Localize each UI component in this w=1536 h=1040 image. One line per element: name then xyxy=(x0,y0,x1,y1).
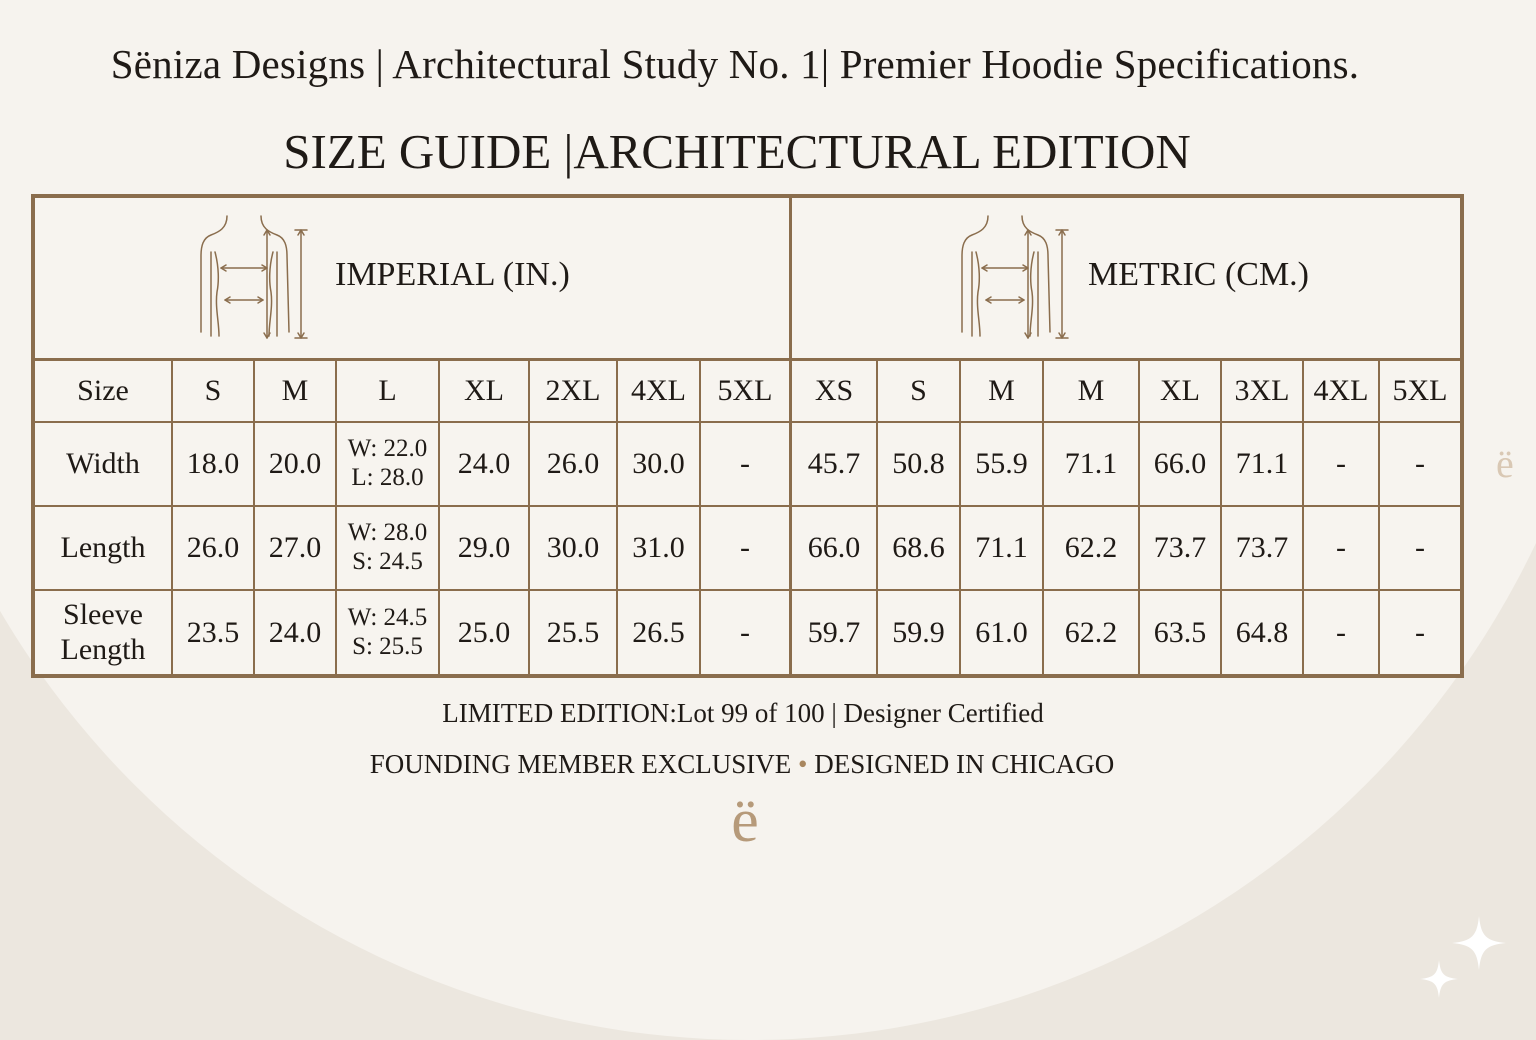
value-cell: 71.1 xyxy=(961,507,1044,589)
value-cell: - xyxy=(1415,531,1425,565)
table-row xyxy=(792,423,1460,507)
value-cell: 45.7 xyxy=(792,423,878,505)
size-header-cell: 5XL xyxy=(717,374,773,408)
value-cell: 24.0 xyxy=(440,423,530,505)
value-cell: 55.9 xyxy=(961,423,1044,505)
cell-line: W: 28.0 xyxy=(347,519,428,547)
imperial-grid xyxy=(35,361,789,674)
value-cell xyxy=(337,591,440,674)
sparkle-icon xyxy=(1420,960,1458,998)
value-cell: 50.8 xyxy=(878,423,961,505)
value-cell: 26.0 xyxy=(530,423,618,505)
size-header-cell: L xyxy=(337,361,440,421)
value-cell: 71.1 xyxy=(1044,423,1140,505)
limited-edition-line: LIMITED EDITION:Lot 99 of 100 | Designer Certified xyxy=(442,698,1044,728)
value-cell: 23.5 xyxy=(173,591,255,674)
value-cell: 24.0 xyxy=(255,591,337,674)
sparkle-icon xyxy=(1452,916,1506,970)
row-label-cell xyxy=(35,591,173,674)
size-header-cell: M xyxy=(255,361,337,421)
brand-monogram: ë xyxy=(731,787,759,855)
value-cell: 66.0 xyxy=(792,507,878,589)
size-header-cell: 3XL xyxy=(1222,361,1304,421)
value-cell: 30.0 xyxy=(618,423,701,505)
exclusive-line xyxy=(0,749,1484,780)
size-header-cell: M xyxy=(1044,361,1140,421)
size-header-cell: 4XL xyxy=(1304,361,1380,421)
header-row xyxy=(35,361,789,423)
value-cell: 62.2 xyxy=(1044,591,1140,674)
metric-label: METRIC (CM.) xyxy=(1088,256,1309,293)
value-cell: 73.7 xyxy=(1140,507,1222,589)
value-cell: 18.0 xyxy=(173,423,255,505)
separator-dot: • xyxy=(798,749,808,779)
page-heading: Sëniza Designs | Architectural Study No. 1| Premier Hoodie Specifications. xyxy=(110,41,1360,87)
value-cell: 59.7 xyxy=(792,591,878,674)
row-label-cell: Width xyxy=(35,423,173,505)
size-header-cell: 2XL xyxy=(530,361,618,421)
metric-panel xyxy=(792,198,1460,674)
value-cell: 30.0 xyxy=(530,507,618,589)
metric-grid xyxy=(792,361,1460,674)
cell-line: Sleeve xyxy=(63,598,143,631)
size-header-cell: M xyxy=(961,361,1044,421)
table-row xyxy=(792,507,1460,591)
designed-in-text: DESIGNED IN CHICAGO xyxy=(814,749,1115,779)
size-header-cell: S xyxy=(878,361,961,421)
value-cell: - xyxy=(1415,615,1425,649)
size-header-cell: XL xyxy=(1140,361,1222,421)
value-cell: - xyxy=(1304,591,1380,674)
cell-line: L: 28.0 xyxy=(351,464,424,491)
imperial-label: IMPERIAL (IN.) xyxy=(335,256,570,293)
value-cell: 25.0 xyxy=(440,591,530,674)
value-cell: - xyxy=(740,447,750,481)
row-label-cell: Length xyxy=(35,507,173,589)
value-cell: 73.7 xyxy=(1222,507,1304,589)
value-cell: 71.1 xyxy=(1222,423,1304,505)
table-row xyxy=(792,591,1460,674)
value-cell: 64.8 xyxy=(1222,591,1304,674)
cell-line: Length xyxy=(60,632,146,666)
metric-header xyxy=(792,198,1460,361)
value-cell: - xyxy=(1415,447,1425,481)
value-cell: 27.0 xyxy=(255,507,337,589)
imperial-header xyxy=(35,198,789,361)
size-header-cell: Size xyxy=(35,361,173,421)
body-measurement-icon xyxy=(197,212,315,346)
value-cell: 29.0 xyxy=(440,507,530,589)
cell-line: W: 22.0 xyxy=(347,435,428,463)
size-header-cell: XS xyxy=(792,361,878,421)
side-monogram: ë xyxy=(1496,441,1514,486)
value-cell: 25.5 xyxy=(530,591,618,674)
value-cell: 63.5 xyxy=(1140,591,1222,674)
size-table xyxy=(31,194,1464,678)
body-measurement-icon xyxy=(958,212,1076,346)
value-cell: - xyxy=(1304,423,1380,505)
value-cell: 61.0 xyxy=(961,591,1044,674)
value-cell: - xyxy=(740,531,750,565)
founding-member-text: FOUNDING MEMBER EXCLUSIVE xyxy=(369,749,792,779)
cell-line: S: 24.5 xyxy=(352,548,423,575)
size-header-cell: XL xyxy=(440,361,530,421)
size-header-cell: 5XL xyxy=(1392,374,1448,408)
value-cell: 66.0 xyxy=(1140,423,1222,505)
value-cell: 62.2 xyxy=(1044,507,1140,589)
cell-line: S: 25.5 xyxy=(352,632,423,660)
table-row xyxy=(35,591,789,674)
header-row xyxy=(792,361,1460,423)
value-cell: 26.5 xyxy=(618,591,701,674)
imperial-panel xyxy=(35,198,792,674)
table-row xyxy=(35,507,789,591)
size-header-cell: 4XL xyxy=(618,361,701,421)
cell-line: W: 24.5 xyxy=(347,603,428,631)
value-cell xyxy=(337,507,440,589)
value-cell: - xyxy=(1304,507,1380,589)
value-cell: 68.6 xyxy=(878,507,961,589)
table-row xyxy=(35,423,789,507)
size-guide-title: SIZE GUIDE |ARCHITECTURAL EDITION xyxy=(283,124,1191,179)
value-cell: - xyxy=(740,615,750,649)
value-cell: 20.0 xyxy=(255,423,337,505)
value-cell: 59.9 xyxy=(878,591,961,674)
value-cell: 31.0 xyxy=(618,507,701,589)
value-cell xyxy=(337,423,440,505)
size-header-cell: S xyxy=(173,361,255,421)
value-cell: 26.0 xyxy=(173,507,255,589)
